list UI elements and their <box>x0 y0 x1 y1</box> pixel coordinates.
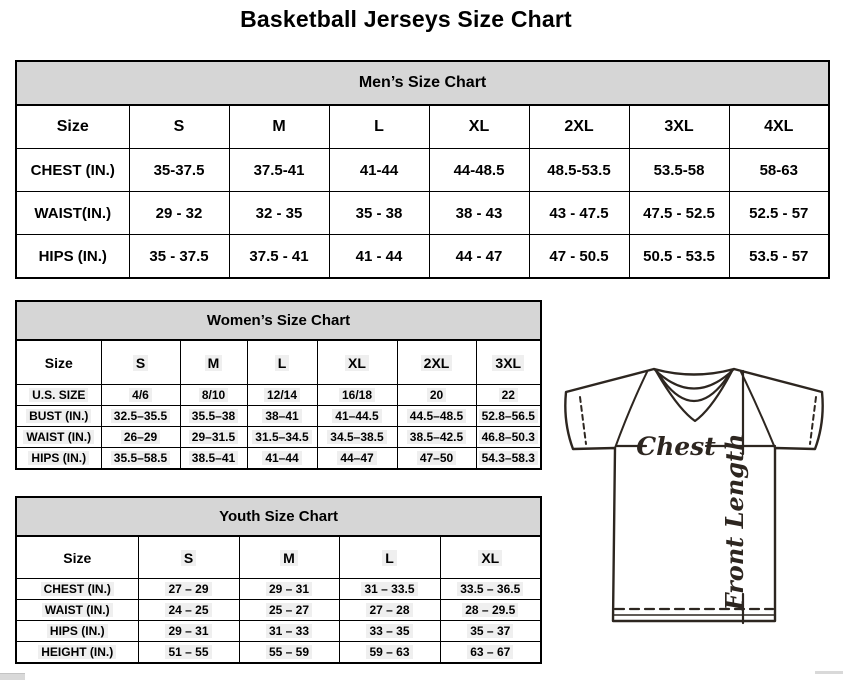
table-row <box>16 149 829 192</box>
table-row <box>16 448 541 470</box>
size-value: 35 - 38 <box>329 192 429 235</box>
table-row <box>16 192 829 235</box>
size-value: 50.5 - 53.5 <box>629 235 729 279</box>
size-value: 44 - 47 <box>429 235 529 279</box>
size-column-header: 4XL <box>729 105 829 149</box>
chest-label: Chest <box>636 432 716 461</box>
size-column-header: 3XL <box>629 105 729 149</box>
size-value: 12/14 <box>247 385 317 406</box>
row-label: CHEST (IN.) <box>16 149 129 192</box>
size-value: 38–41 <box>247 406 317 427</box>
size-column-header: M <box>239 536 339 579</box>
jersey-diagram-svg <box>558 362 840 678</box>
mens-table-header-row <box>16 61 829 105</box>
size-column-header: 3XL <box>476 340 541 385</box>
row-label: HEIGHT (IN.) <box>16 642 138 664</box>
size-label: Size <box>16 536 138 579</box>
size-value: 31 – 33.5 <box>339 579 440 600</box>
mens-table-title: Men’s Size Chart <box>16 61 829 105</box>
size-value: 28 – 29.5 <box>440 600 541 621</box>
row-label: HIPS (IN.) <box>16 621 138 642</box>
row-label: WAIST (IN.) <box>16 600 138 621</box>
size-value: 35 – 37 <box>440 621 541 642</box>
size-value: 22 <box>476 385 541 406</box>
table-row <box>16 642 541 664</box>
size-value: 58-63 <box>729 149 829 192</box>
size-value: 59 – 63 <box>339 642 440 664</box>
size-value: 47 - 50.5 <box>529 235 629 279</box>
size-value: 31 – 33 <box>239 621 339 642</box>
mens-size-header-row <box>16 105 829 149</box>
size-value: 47–50 <box>397 448 476 470</box>
size-column-header: S <box>129 105 229 149</box>
size-value: 24 – 25 <box>138 600 239 621</box>
size-value: 44–47 <box>317 448 397 470</box>
size-value: 34.5–38.5 <box>317 427 397 448</box>
size-value: 41 - 44 <box>329 235 429 279</box>
size-value: 63 – 67 <box>440 642 541 664</box>
jersey-outline <box>565 369 822 621</box>
size-value: 31.5–34.5 <box>247 427 317 448</box>
size-label: Size <box>16 340 101 385</box>
youth-table-title: Youth Size Chart <box>16 497 541 536</box>
size-label: Size <box>16 105 129 149</box>
size-column-header: S <box>138 536 239 579</box>
size-value: 16/18 <box>317 385 397 406</box>
size-value: 29 – 31 <box>239 579 339 600</box>
size-value: 52.8–56.5 <box>476 406 541 427</box>
size-value: 38.5–41 <box>180 448 247 470</box>
size-value: 41-44 <box>329 149 429 192</box>
womens-table-title: Women’s Size Chart <box>16 301 541 340</box>
size-value: 33 – 35 <box>339 621 440 642</box>
size-value: 25 – 27 <box>239 600 339 621</box>
row-label: BUST (IN.) <box>16 406 101 427</box>
size-column-header: L <box>329 105 429 149</box>
size-value: 32 - 35 <box>229 192 329 235</box>
size-value: 38.5–42.5 <box>397 427 476 448</box>
size-column-header: XL <box>429 105 529 149</box>
row-label: WAIST (IN.) <box>16 427 101 448</box>
size-value: 26–29 <box>101 427 180 448</box>
size-value: 33.5 – 36.5 <box>440 579 541 600</box>
page-title: Basketball Jerseys Size Chart <box>240 6 572 32</box>
size-value: 20 <box>397 385 476 406</box>
size-column-header: M <box>229 105 329 149</box>
table-row <box>16 579 541 600</box>
youth-size-table <box>15 496 542 664</box>
size-value: 27 – 29 <box>138 579 239 600</box>
size-value: 46.8–50.3 <box>476 427 541 448</box>
size-value: 35.5–38 <box>180 406 247 427</box>
size-column-header: L <box>247 340 317 385</box>
size-value: 4/6 <box>101 385 180 406</box>
size-value: 41–44 <box>247 448 317 470</box>
row-label: U.S. SIZE <box>16 385 101 406</box>
size-value: 53.5 - 57 <box>729 235 829 279</box>
womens-size-table <box>15 300 542 470</box>
size-value: 44.5–48.5 <box>397 406 476 427</box>
size-column-header: XL <box>317 340 397 385</box>
table-row <box>16 235 829 279</box>
size-value: 29 - 32 <box>129 192 229 235</box>
size-column-header: XL <box>440 536 541 579</box>
size-value: 51 – 55 <box>138 642 239 664</box>
size-value: 35.5–58.5 <box>101 448 180 470</box>
table-row <box>16 385 541 406</box>
size-value: 29–31.5 <box>180 427 247 448</box>
table-row <box>16 427 541 448</box>
size-value: 37.5-41 <box>229 149 329 192</box>
front-length-label: Front Length <box>720 433 749 611</box>
size-value: 44-48.5 <box>429 149 529 192</box>
size-value: 47.5 - 52.5 <box>629 192 729 235</box>
womens-size-header-row <box>16 340 541 385</box>
row-label: WAIST(IN.) <box>16 192 129 235</box>
size-column-header: 2XL <box>397 340 476 385</box>
womens-table-header-row <box>16 301 541 340</box>
size-value: 48.5-53.5 <box>529 149 629 192</box>
size-value: 41–44.5 <box>317 406 397 427</box>
size-value: 54.3–58.3 <box>476 448 541 470</box>
size-value: 29 – 31 <box>138 621 239 642</box>
size-column-header: L <box>339 536 440 579</box>
size-column-header: S <box>101 340 180 385</box>
size-value: 53.5-58 <box>629 149 729 192</box>
table-row <box>16 600 541 621</box>
size-value: 32.5–35.5 <box>101 406 180 427</box>
size-value: 38 - 43 <box>429 192 529 235</box>
youth-size-header-row <box>16 536 541 579</box>
size-value: 43 - 47.5 <box>529 192 629 235</box>
table-row <box>16 621 541 642</box>
size-value: 35-37.5 <box>129 149 229 192</box>
size-column-header: 2XL <box>529 105 629 149</box>
row-label: HIPS (IN.) <box>16 235 129 279</box>
jersey-measurement-diagram <box>558 362 840 678</box>
row-label: CHEST (IN.) <box>16 579 138 600</box>
table-row <box>16 406 541 427</box>
size-value: 52.5 - 57 <box>729 192 829 235</box>
size-value: 55 – 59 <box>239 642 339 664</box>
size-column-header: M <box>180 340 247 385</box>
mens-size-table <box>15 60 830 279</box>
size-value: 37.5 - 41 <box>229 235 329 279</box>
row-label: HIPS (IN.) <box>16 448 101 470</box>
horizontal-scrollbar-fragment-right[interactable] <box>815 671 843 674</box>
size-value: 27 – 28 <box>339 600 440 621</box>
size-value: 35 - 37.5 <box>129 235 229 279</box>
size-value: 8/10 <box>180 385 247 406</box>
youth-table-header-row <box>16 497 541 536</box>
